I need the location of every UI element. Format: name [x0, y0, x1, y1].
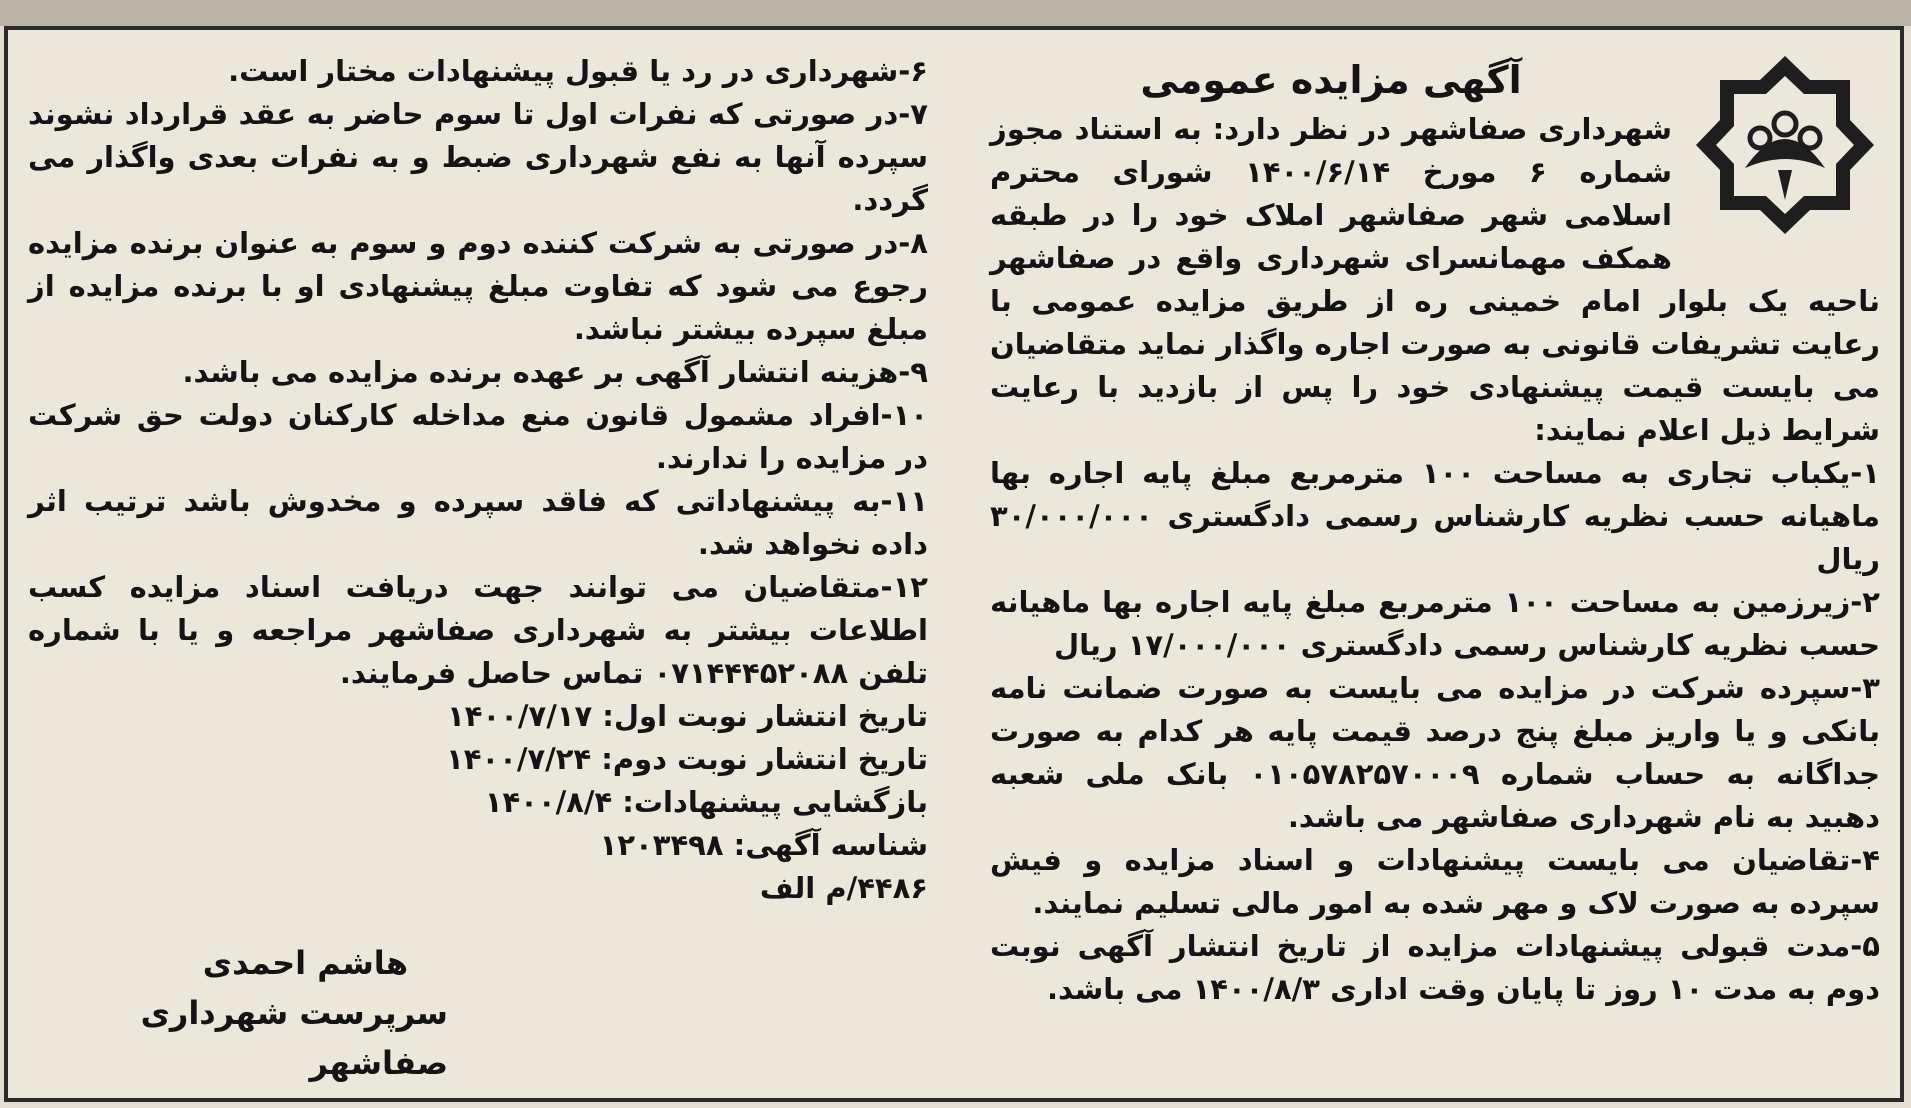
- notice-intro: شهرداری صفاشهر در نظر دارد: به استناد مجوز شماره ۶ مورخ ۱۴۰۰/۶/۱۴ شورای محترم اسلامی شهر صفاشهر املاک خود را در طبقه همکف مهمانسرای شهرداری واقع در صفاشهر ناحیه یک بلوار امام خمینی ره از طریق مزایده عمومی با رعایت تشریفات قانونی به صورت اجاره واگذار نماید متقاضیان می بایست قیمت پیشنهادی خود را پس از بازدید با رعایت شرایط ذیل اعلام نمایند:: [990, 112, 1880, 447]
- second-publication-date: تاریخ انتشار نوبت دوم: ۱۴۰۰/۷/۲۴: [446, 742, 928, 776]
- notice-title: آگهی مزایده عمومی: [1140, 58, 1522, 102]
- condition-item-5: ۵-مدت قبولی پیشنهادات مزایده از تاریخ انتشار آگهی نوبت دوم به مدت ۱۰ روز تا پایان وقت اداری ۱۴۰۰/۸/۳ می باشد.: [990, 929, 1880, 1006]
- notice-right-column: [990, 50, 1880, 1080]
- bid-opening-date: بازگشایی پیشنهادات: ۱۴۰۰/۸/۴: [484, 785, 928, 819]
- condition-item-8: ۸-در صورتی به شرکت کننده دوم و سوم به عنوان برنده مزایده رجوع می شود که تفاوت مبلغ پیشنهادی او با برنده مزایده از مبلغ سپرده بیشتر نباشد.: [28, 226, 928, 346]
- condition-item-6: ۶-شهرداری در رد یا قبول پیشنهادات مختار است.: [228, 54, 928, 88]
- first-publication-date: تاریخ انتشار نوبت اول: ۱۴۰۰/۷/۱۷: [447, 699, 928, 733]
- condition-item-9: ۹-هزینه انتشار آگهی بر عهده برنده مزایده می باشد.: [182, 355, 928, 389]
- scanned-top-strip: [0, 0, 1911, 26]
- condition-item-11: ۱۱-به پیشنهاداتی که فاقد سپرده و مخدوش باشد ترتیب اثر داده نخواهد شد.: [28, 484, 928, 561]
- condition-item-7: ۷-در صورتی که نفرات اول تا سوم حاضر به عقد قرارداد نشوند سپرده آنها به نفع شهرداری ضبط و به نفرات بعدی واگذار می گردد.: [28, 97, 928, 217]
- condition-item-2: ۲-زیرزمین به مساحت ۱۰۰ مترمربع مبلغ پایه اجاره بها ماهیانه حسب نظریه کارشناس رسمی دادگستری ۱۷/۰۰۰/۰۰۰ ریال: [990, 585, 1880, 662]
- condition-item-10: ۱۰-افراد مشمول قانون منع مداخله کارکنان دولت حق شرکت در مزایده را ندارند.: [28, 398, 928, 475]
- notice-left-column: [28, 50, 928, 1080]
- notice-id: شناسه آگهی: ۱۲۰۳۴۹۸: [599, 828, 928, 862]
- condition-item-1: ۱-یکباب تجاری به مساحت ۱۰۰ مترمربع مبلغ پایه اجاره بها ماهیانه حسب نظریه کارشناس رسمی دادگستری ۳۰/۰۰۰/۰۰۰ ریال: [990, 456, 1880, 576]
- signatory-name: هاشم احمدی: [202, 944, 408, 982]
- safashahr-municipality-logo-icon: [1690, 50, 1880, 240]
- signatory-title: سرپرست شهرداری صفاشهر: [140, 994, 448, 1082]
- condition-item-12: ۱۲-متقاضیان می توانند جهت دریافت اسناد مزایده کسب اطلاعات بیشتر به شهرداری صفاشهر مراجعه و یا با شماره تلفن ۰۷۱۴۴۴۵۲۰۸۸ تماس حاصل فرمایند.: [28, 570, 928, 690]
- notice-reference: ۴۴۸۶/م الف: [759, 871, 928, 905]
- auction-notice: [4, 26, 1904, 1102]
- condition-item-3: ۳-سپرده شرکت در مزایده می بایست به صورت ضمانت نامه بانکی و یا واریز مبلغ پنج درصد قیمت پایه هر کدام به صورت جداگانه به حساب شماره ۰۱۰۵۷۸۲۵۷۰۰۰۹ بانک ملی شعبه دهبید به نام شهرداری صفاشهر می باشد.: [990, 671, 1880, 834]
- signature-block: [28, 938, 448, 1088]
- condition-item-4: ۴-تقاضیان می بایست پیشنهادات و اسناد مزایده و فیش سپرده به صورت لاک و مهر شده به امور مالی تسلیم نمایند.: [990, 843, 1880, 920]
